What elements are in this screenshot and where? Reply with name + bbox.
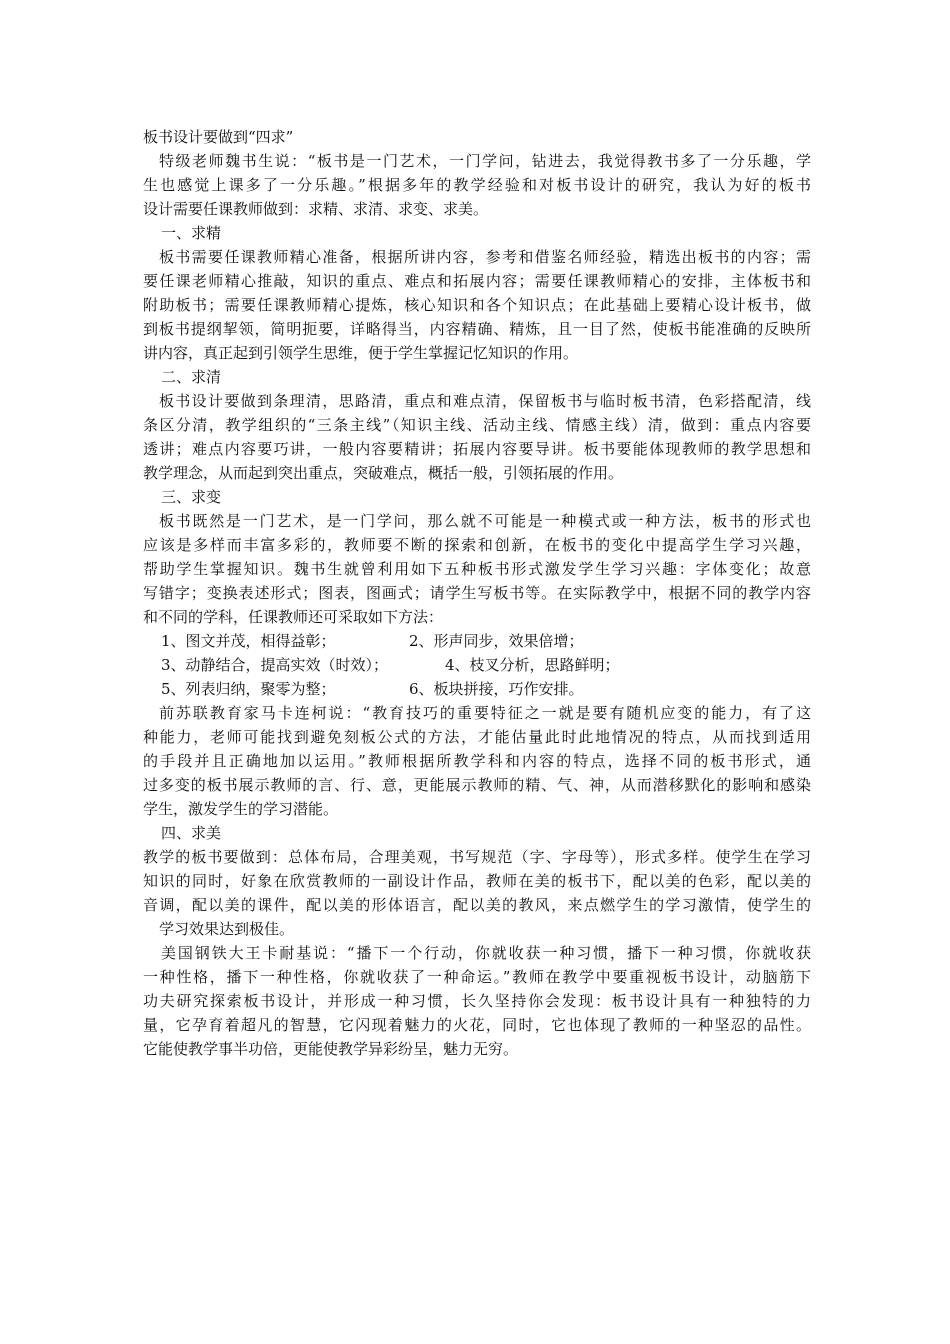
text-line: 生也感觉上课多了一分乐趣。”根据多年的教学经验和对板书设计的研究，我认为好的板书 [143, 176, 811, 194]
section-paragraph [143, 845, 811, 941]
document-title: 板书设计要做到“四求” [143, 128, 294, 146]
text-line: 到板书提纲挈领，简明扼要，详略得当，内容精确、精炼，且一目了然，使板书能准确的反映所 [143, 320, 811, 338]
text-line: 特级老师魏书生说：“板书是一门艺术，一门学问，钻进去，我觉得教书多了一分乐趣，学 [159, 152, 811, 170]
methods-list [143, 629, 811, 701]
document-page [143, 125, 811, 1061]
section-heading: 四、求美 [161, 824, 222, 842]
text-line: 前苏联教育家马卡连柯说：“教育技巧的重要特征之一就是要有随机应变的能力，有了这 [159, 704, 811, 722]
section-paragraph [143, 245, 811, 365]
section-paragraph [143, 389, 811, 485]
methods-row [143, 653, 811, 677]
text-line: 板书既然是一门艺术，是一门学问，那么就不可能是一种模式或一种方法，板书的形式也 [159, 512, 811, 530]
text-line: 帮助学生掌握知识。魏书生就曾利用如下五种板书形式激发学生学习兴趣：字体变化；故意 [143, 560, 811, 578]
text-line: 美国钢铁大王卡耐基说：“播下一个行动，你就收获一种习惯，播下一种习惯，你就收获 [161, 944, 811, 962]
text-line: 一种性格，播下一种性格，你就收获了一种命运。”教师在教学中要重视板书设计，动脑筋下 [143, 968, 811, 986]
text-line: 学习效果达到极佳。 [159, 920, 295, 938]
text-line: 知识的同时，好象在欣赏教师的一副设计作品，教师在美的板书下，配以美的色彩，配以美的 [143, 872, 811, 890]
text-line: 量，它孕育着超凡的智慧，它闪现着魅力的火花，同时，它也体现了教师的一种坚忍的品性。 [143, 1016, 811, 1034]
text-line: 讲内容，真正起到引领学生思维，便于学生掌握记忆知识的作用。 [143, 344, 579, 362]
text-line: 功夫研究探索板书设计，并形成一种习惯，长久坚持你会发现：板书设计具有一种独特的力 [143, 992, 811, 1010]
methods-row [143, 677, 811, 701]
text-line: 它能使教学事半功倍，更能使教学异彩纷呈，魅力无穷。 [143, 1040, 519, 1058]
text-line: 教学理念，从而起到突出重点，突破难点，概括一般，引领拓展的作用。 [143, 464, 624, 482]
text-line: 学生，激发学生的学习潜能。 [143, 800, 339, 818]
text-line: 教学的板书要做到：总体布局，合理美观，书写规范（字、字母等），形式多样。使学生在学习 [143, 848, 811, 866]
section-heading: 三、求变 [161, 488, 222, 506]
text-line: 过多变的板书展示教师的言、行、意，更能展示教师的精、气、神，从而潜移默化的影响和感染 [143, 776, 811, 794]
section-heading: 一、求精 [161, 224, 222, 242]
conclusion-paragraph [143, 941, 811, 1061]
method-item: 1、图文并茂，相得益彰； [161, 632, 336, 650]
methods-row [143, 629, 811, 653]
method-item: 5、列表归纳，聚零为整； [161, 680, 336, 698]
text-line: 设计需要任课教师做到：求精、求清、求变、求美。 [143, 200, 489, 218]
text-line: 条区分清，教学组织的“三条主线”（知识主线、活动主线、情感主线）清，做到：重点内容要 [143, 416, 811, 434]
intro-paragraph [143, 149, 811, 221]
section-heading: 二、求清 [161, 368, 222, 386]
method-item: 2、形声同步，效果倍增； [409, 632, 584, 650]
text-line: 透讲；难点内容要巧讲，一般内容要精讲；拓展内容要导讲。板书要能体现教师的教学思想和 [143, 440, 811, 458]
method-item: 6、板块拼接，巧作安排。 [409, 680, 584, 698]
text-line: 板书需要任课教师精心准备，根据所讲内容，参考和借鉴名师经验，精选出板书的内容；需 [159, 248, 811, 266]
section-paragraph [143, 509, 811, 629]
text-line: 的手段并且正确地加以运用。”教师根据所教学科和内容的特点，选择不同的板书形式，通 [143, 752, 811, 770]
text-line: 音调，配以美的课件，配以美的形体语言，配以美的教风，来点燃学生的学习激情，使学生的 [143, 896, 811, 914]
text-line: 和不同的学科，任课教师还可采取如下方法： [143, 608, 444, 626]
text-line: 应该是多样而丰富多彩的，教师要不断的探索和创新，在板书的变化中提高学生学习兴趣， [143, 536, 811, 554]
text-line: 种能力，老师可能找到避免刻板公式的方法，才能估量此时此地情况的特点，从而找到适用 [143, 728, 811, 746]
method-item: 3、动静结合，提高实效（时效）； [161, 656, 389, 674]
text-line: 要任课老师精心推敲，知识的重点、难点和拓展内容；需要任课教师精心的安排，主体板书和 [143, 272, 811, 290]
quote-paragraph [143, 701, 811, 821]
method-item: 4、枝叉分析，思路鲜明； [445, 656, 620, 674]
text-line: 写错字；变换表述形式；图表，图画式；请学生写板书等。在实际教学中，根据不同的教学内容 [143, 584, 811, 602]
text-line: 板书设计要做到条理清，思路清，重点和难点清，保留板书与临时板书清，色彩搭配清，线 [159, 392, 811, 410]
text-line: 附助板书；需要任课教师精心提炼，核心知识和各个知识点；在此基础上要精心设计板书，做 [143, 296, 811, 314]
